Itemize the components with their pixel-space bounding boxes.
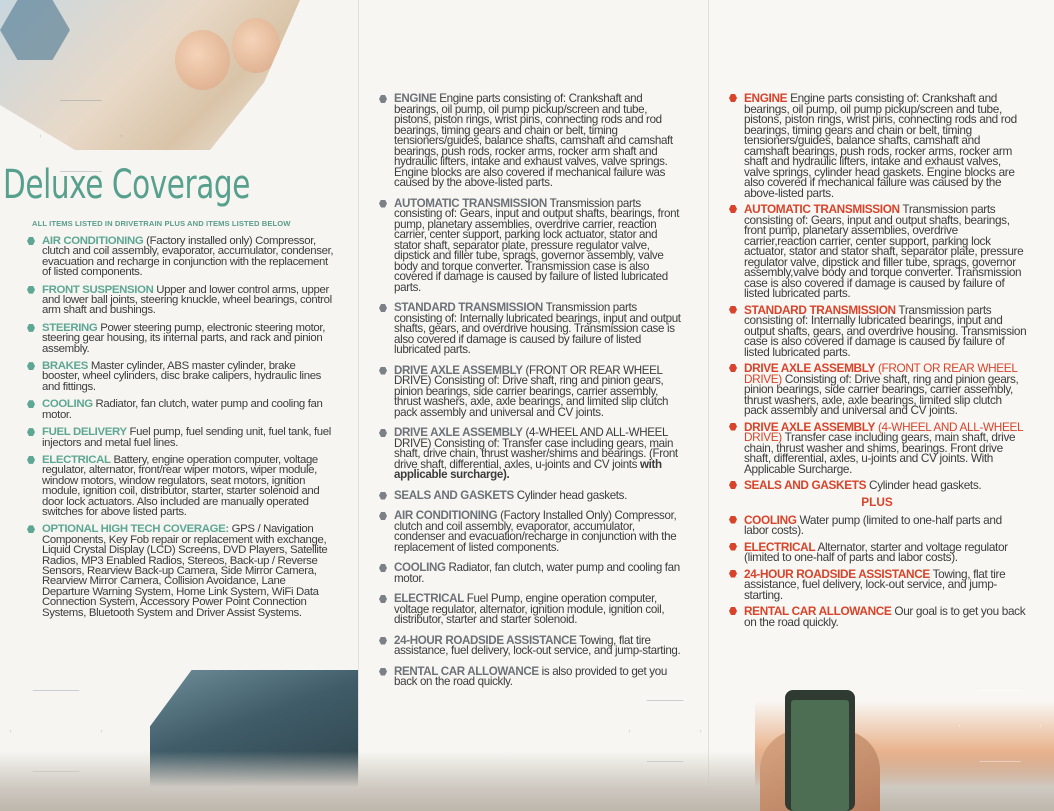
list-item: 24-HOUR ROADSIDE ASSISTANCE Towing, flat tire assistance, fuel delivery, lock-out service, and jump-starting.	[727, 569, 1027, 601]
hexagon-bullet-icon	[27, 237, 35, 245]
hexagon-bullet-icon	[379, 200, 387, 208]
list-item: ENGINE Engine parts consisting of: Crankshaft and bearings, oil pump, oil pump pickup/screen and tube, pistons, piston rings, wrist pins, connecting rods and rod bearings, timing gears and chain or belt, timing tensioners/guides, balance shafts, camshaft and camshaft bearings, push rods, rocker arms, rocker arm shaft and hydraulic lifters, intake and exhaust valves, valve springs. Engine blocks are also covered if mechanical failure was caused by the above-listed parts.	[377, 94, 683, 189]
hexagon-bullet-icon	[729, 607, 737, 615]
hexagon-bullet-icon	[379, 95, 387, 103]
list-item: AIR CONDITIONING (Factory Installed Only) Compressor, clutch and coil assembly, evaporator, accumulator, condenser and evacuation/recharge in conjunction with the replacement of listed components.	[377, 511, 683, 553]
list-item: FUEL DELIVERY Fuel pump, fuel sending unit, fuel tank, fuel injectors and metal fuel lines.	[25, 427, 335, 448]
list-item: COOLING Water pump (limited to one-half parts and labor costs).	[727, 515, 1027, 536]
hexagon-bullet-icon	[379, 512, 387, 520]
hexagon-bullet-icon	[729, 94, 737, 102]
hexagon-bullet-icon	[379, 367, 387, 375]
list-item: 24-HOUR ROADSIDE ASSISTANCE Towing, flat tire assistance, fuel delivery, lock-out service, and jump-starting.	[377, 636, 683, 657]
list-item: ELECTRICAL Alternator, starter and voltage regulator (limited to one-half of parts and labor costs).	[727, 542, 1027, 563]
list-item: AUTOMATIC TRANSMISSION Transmission parts consisting of: Gears, input and output shafts, bearings, front pump, planetary assemblies, overdrive carrier, reaction carrier, center support, parking lock actuator, stator and stator shaft, separator plate, pressure regulator valve, dipstick and filler tube, sprags, governor assembly, valve body and torque converter. Transmission case is also covered if damage is caused by failure of listed lubricated parts.	[377, 199, 683, 294]
list-item: ELECTRICAL Battery, engine operation computer, voltage regulator, alternator, front/rear wiper motors, wiper module, window motors, window regulators, seat motors, ignition module, ignition coil, distributor, starter, starter solenoid and door lock actuators. Also included are manually operated switches for above listed parts.	[25, 455, 335, 517]
list-item: DRIVE AXLE ASSEMBLY (4-WHEEL AND ALL-WHEEL DRIVE) Consisting of: Transfer case including gears, main shaft, drive chain, thrust washer/shims and bearings. (Front drive shaft, differential, axles, u-joints and CV joints with applicable surcharge).	[377, 428, 683, 481]
list-item: SEALS AND GASKETS Cylinder head gaskets.	[377, 491, 683, 502]
hexagon-bullet-icon	[729, 543, 737, 551]
list-item: STANDARD TRANSMISSION Transmission parts consisting of: Internally lubricated bearings, input and output shafts, gears, and overdrive housing. Transmission case is also covered if damage is caused by failure of listed lubricated parts.	[727, 305, 1027, 358]
phone-image	[785, 690, 855, 811]
plus-heading: PLUS	[861, 494, 893, 509]
hexagon-bullet-icon	[729, 423, 737, 431]
hexagon-bullet-icon	[27, 324, 35, 332]
deluxe-panel	[0, 0, 358, 811]
hexagon-bullet-icon	[729, 364, 737, 372]
list-item: COOLING Radiator, fan clutch, water pump and cooling fan motor.	[377, 563, 683, 584]
hexagon-bullet-icon	[27, 525, 35, 533]
hexagon-bullet-icon	[379, 429, 387, 437]
hexagon-bullet-icon	[27, 400, 35, 408]
hexagon-bullet-icon	[379, 668, 387, 676]
list-item: RENTAL CAR ALLOWANCE is also provided to get you back on the road quickly.	[377, 667, 683, 688]
list-item: ELECTRICAL Fuel Pump, engine operation computer, voltage regulator, alternator, ignition module, ignition coil, distributor, starter and starter solenoid.	[377, 594, 683, 626]
list-item: STANDARD TRANSMISSION Transmission parts consisting of: Internally lubricated bearings, input and output shafts, gears, and overdrive housing. Transmission case is also covered if damage is caused by failure of listed lubricated parts.	[377, 303, 683, 356]
list-item: AUTOMATIC TRANSMISSION Transmission parts consisting of: Gears, input and output shafts, bearings, front pump, planetary assemblies, overdrive carrier,reaction carrier, center support, parking lock actuator, stator and stator shaft, separator plate, pressure regulator valve, dipstick and filler tube, sprags, governor assembly,valve body and torque converter. Transmission case is also covered if damage is caused by failure of listed lubricated parts.	[727, 204, 1027, 299]
hexagon-bullet-icon	[729, 570, 737, 578]
phone-screen	[791, 700, 849, 811]
hexagon-bullet-icon	[729, 306, 737, 314]
child-face-image	[232, 18, 280, 73]
hexagon-bullet-icon	[379, 595, 387, 603]
list-item: OPTIONAL HIGH TECH COVERAGE: GPS / Navigation Components, Key Fob repair or replacement with exchange, Liquid Crystal Display (LCD) Screens, DVD Players, Satellite Radios, MP3 Enabled Radios, Stereos, Back-up / Reverse Sensors, Rearview Back-up Camera, Side Mirror Camera, Rearview Mirror Camera, Collision Avoidance, Lane Departure Warning System, Home Link System, WiFi Data Connection System, Accessory Power Point Connection Systems, Bluetooth System and Driver Assist Systems.	[25, 524, 335, 618]
deluxe-coverage-list	[25, 236, 335, 625]
hexagon-bullet-icon	[379, 492, 387, 500]
list-item: BRAKES Master cylinder, ABS master cylinder, brake booster, wheel cylinders, disc brake calipers, hydraulic lines and fittings.	[25, 361, 335, 392]
list-item: ENGINE Engine parts consisting of: Crankshaft and bearings, oil pump, oil pump pickup/screen and tube, pistons, piston rings, wrist pins, connecting rods and rod bearings, timing gears and chain or belt, timing tensioners/guides, balance shafts, camshaft and camshaft bearings, push rods, rocker arms, rocker arm shaft and hydraulic lifters, intake and exhaust valves, valve springs, cylinder head gaskets. Engine blocks are also covered if mechanical failure was caused by the above-listed parts.	[727, 93, 1027, 198]
list-item: DRIVE AXLE ASSEMBLY (FRONT OR REAR WHEEL DRIVE) Consisting of: Drive shaft, ring and pinion gears, pinion bearings, side carrier bearings, carrier assembly, thrust washers, axle, axle bearings, limited slip clutch pack assembly and universal and CV joints.	[727, 363, 1027, 416]
hexagon-bullet-icon	[379, 564, 387, 572]
hexagon-bullet-icon	[379, 304, 387, 312]
hexagon-bullet-icon	[729, 481, 737, 489]
list-item: SEALS AND GASKETS Cylinder head gaskets.	[727, 480, 1027, 491]
drivetrain-plus-coverage-list	[727, 93, 1027, 633]
hexagon-bullet-icon	[27, 456, 35, 464]
deluxe-title: Deluxe Coverage	[3, 162, 251, 208]
platinum-coverage-list	[377, 94, 683, 698]
hexagon-bullet-icon	[27, 428, 35, 436]
list-item: DRIVE AXLE ASSEMBLY (4-WHEEL AND ALL-WHEEL DRIVE) Transfer case including gears, main shaft, drive chain, thrust washer and shims, bearings. Front drive shaft, differential, axles, u-joints and CV joints. With Applicable Surcharge.	[727, 422, 1027, 475]
hexagon-bullet-icon	[27, 362, 35, 370]
hexagon-bullet-icon	[729, 516, 737, 524]
child-face-image	[175, 30, 230, 90]
list-item: DRIVE AXLE ASSEMBLY (FRONT OR REAR WHEEL DRIVE) Consisting of: Drive shaft, ring and pinion gears, pinion bearings, side carrier bearings, carrier assembly, thrust washers, axle, axle bearings, and limited slip clutch pack assembly and universal and CV joints.	[377, 366, 683, 419]
list-item: AIR CONDITIONING (Factory installed only) Compressor, clutch and coil assembly, evaporator, accumulator, condenser, evacuation and recharge in conjunction with the replacement of listed components.	[25, 236, 335, 278]
hexagon-bullet-icon	[729, 205, 737, 213]
road-photo-strip	[0, 751, 1054, 811]
list-item: FRONT SUSPENSION Upper and lower control arms, upper and lower ball joints, steering knuckle, wheel bearings, control arm shaft and bushings.	[25, 285, 335, 316]
hexagon-bullet-icon	[379, 637, 387, 645]
hexagon-bullet-icon	[27, 286, 35, 294]
list-item: COOLING Radiator, fan clutch, water pump and cooling fan motor.	[25, 399, 335, 420]
deluxe-subtitle: ALL ITEMS LISTED IN DRIVETRAIN PLUS AND ITEMS LISTED BELOW	[32, 219, 291, 228]
list-item: STEERING Power steering pump, electronic steering motor, steering gear housing, its internal parts, and rack and pinion assembly.	[25, 323, 335, 354]
list-item: RENTAL CAR ALLOWANCE Our goal is to get you back on the road quickly.	[727, 606, 1027, 627]
